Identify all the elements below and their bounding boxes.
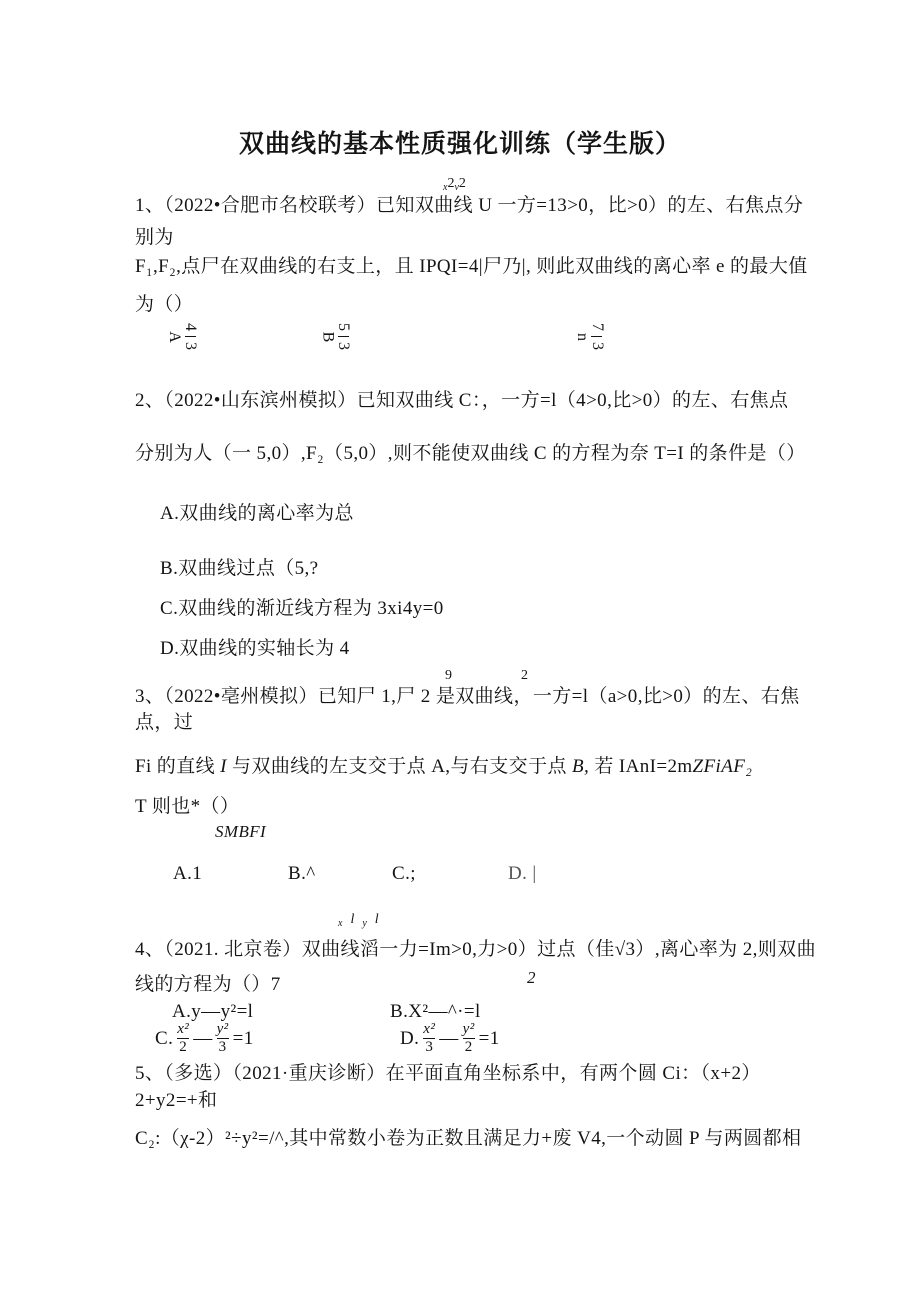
q4-option-a: A.y—y²=l [172,1001,254,1022]
q3-l3-italic-l: I [220,756,227,777]
option-label: n [574,333,591,341]
q3-line-4: T 则也*（） [135,796,240,817]
q3-superscript-9: 9 [445,668,452,683]
q3-l3-italic-b: B, [572,756,590,777]
sup-x: x [443,182,448,193]
q1-line-3: F₁,F₂,点尸在双曲线的右支上，且 IPQI=4|尸乃|, 则此双曲线的离心率 e 的最大值 [135,256,808,277]
q3-l3-angle-expr: ZFiAF₂ [692,756,753,777]
numerator: x² [423,1021,436,1037]
q4-option-c [155,1022,254,1055]
q3-option-b: B.^ [288,863,316,884]
fraction-x2-2 [177,1022,189,1055]
sup-v: v [454,182,459,193]
denominator: 2 [179,1039,188,1055]
sup-l1: l [350,912,363,927]
q3-option-a: A.1 [173,863,203,884]
q1-superscript [443,176,466,193]
fraction-bar [591,336,602,337]
q5-line-3: C₂:（χ-2）²÷y²=/^,其中常数小卷为正数且满足力+废 V4,一个动圆 P 与两圆都相 [135,1128,802,1149]
denominator: 3 [182,342,200,350]
numerator: 5 [335,323,353,331]
option-label: C. [155,1027,174,1049]
sup-y: y [362,918,375,929]
q5-line-1: 5、（多选）（2021·重庆诊断）在平面直角坐标系中，有两个圆 Ci：（x+2） [135,1063,761,1084]
option-label: A [165,331,183,343]
q2-line-1: 2、（2022•山东滨州模拟）已知双曲线 C：，一方=l（4>0,比>0）的左、右焦点 [135,390,789,411]
fraction-y2-2 [463,1022,475,1055]
q3-line-2: 点，过 [135,712,194,733]
equals-one: =1 [232,1027,254,1049]
sup-2a: 2 [447,176,455,191]
fraction-bar [338,336,349,337]
q4-line-1: 4、（2021. 北京卷）双曲线滔一力=Im>0,力>0）过点（佳√3）,离心率为 2,则双曲 [135,939,816,960]
q3-smbfi: SMBFI [215,822,267,841]
q3-option-c: C.; [392,863,416,884]
denominator: 3 [335,342,353,350]
q1-line-1: 1、（2022•合肥市名校联考）已知双曲线 U 一方=13>0，比>0）的左、右焦点分 [135,195,804,216]
rotated-fraction [588,320,606,353]
denominator: 3 [218,1039,227,1055]
numerator: y² [216,1021,229,1037]
option-label: B [319,331,337,343]
sup-l2: l [374,912,387,927]
q3-l3-text3: 若 IAnI=2m [589,756,693,777]
numerator: y² [462,1021,475,1037]
rotated-fraction [335,320,353,353]
q4-line-2-sup: 2 [527,968,536,987]
q1-line-2: 别为 [135,227,174,248]
equals-one: =1 [478,1027,500,1049]
fraction-x2-3 [423,1022,435,1055]
denominator: 3 [588,342,606,350]
denominator: 2 [464,1039,473,1055]
q2-option-a: A.双曲线的离心率为总 [160,503,354,524]
denominator: 3 [425,1039,434,1055]
sup-x: x [338,918,351,929]
q3-l3-text1: Fi 的直线 [135,756,221,777]
sup-2b: 2 [458,176,466,191]
fraction-bar [185,336,196,337]
q2-option-b: B.双曲线过点（5,? [160,558,319,579]
q1-option-d [574,320,606,353]
numerator: 7 [588,323,606,331]
q4-option-b: B.X²—^·=l [390,1001,481,1022]
q3-superscript-2: 2 [521,668,528,683]
q1-option-a [165,320,200,353]
q3-l3-text2: 与双曲线的左支交于点 A,与右支交于点 [226,756,573,777]
numerator: x² [177,1021,190,1037]
q5-line-2: 2+y2=+和 [135,1090,218,1111]
minus-sign: — [193,1027,213,1049]
numerator: 4 [182,323,200,331]
option-label: D. [400,1027,420,1049]
q4-option-d [400,1022,500,1055]
q3-line-1: 3、（2022•亳州模拟）已知尸 1,尸 2 是双曲线，一方=l（a>0,比>0）的左、右焦 [135,686,800,707]
minus-sign: — [439,1027,459,1049]
rotated-fraction [182,320,200,353]
q2-line-2: 分别为人（一 5,0）,F₂（5,0）,则不能使双曲线 C 的方程为奈 T=I 的条件是（） [135,443,806,464]
q3-line-3 [135,755,752,779]
q2-option-d: D.双曲线的实轴长为 4 [160,638,350,659]
q2-option-c: C.双曲线的渐近线方程为 3xi4y=0 [160,598,444,619]
q1-line-4: 为（） [135,294,194,315]
fraction-y2-3 [217,1022,229,1055]
q4-line-2: 线的方程为（）7 [135,974,281,995]
q4-superscript [338,912,387,929]
q3-option-d: D. | [508,863,537,884]
q1-option-b [319,320,353,353]
page-title: 双曲线的基本性质强化训练（学生版） [238,131,681,158]
